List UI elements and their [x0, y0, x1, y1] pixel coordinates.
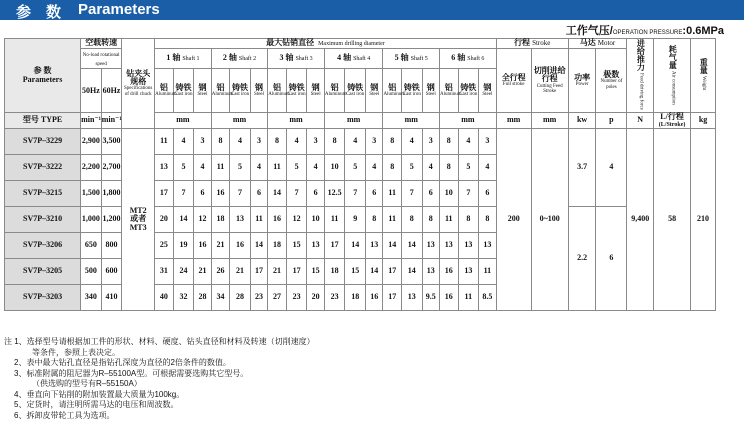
- header-cutting-stroke: 切削进给行程 Cutting Feed Stroke: [531, 49, 568, 113]
- unit-feed-force: N: [627, 113, 654, 129]
- diameter-cell: 18: [211, 207, 230, 233]
- speed-50hz: 2,200: [81, 155, 102, 181]
- diameter-cell: 20: [155, 207, 174, 233]
- diameter-cell: 4: [345, 129, 366, 155]
- diameter-cell: 28: [230, 285, 251, 311]
- speed-60hz: 800: [101, 233, 122, 259]
- header-material-aluminum: 铝 Aluminum: [324, 69, 345, 113]
- diameter-cell: 11: [155, 129, 174, 155]
- header-material-steel: 钢 Steel: [307, 69, 324, 113]
- unit-diameter: mm: [383, 113, 440, 129]
- speed-60hz: 1,800: [101, 181, 122, 207]
- header-material-steel: 钢 Steel: [194, 69, 211, 113]
- diameter-cell: 13: [155, 155, 174, 181]
- diameter-cell: 12: [286, 207, 307, 233]
- note-line: 3、标准附属的阻尼器为R–55100A型。可根据需要选购其它型号。: [14, 368, 249, 378]
- diameter-cell: 6: [250, 181, 267, 207]
- diameter-cell: 15: [345, 259, 366, 285]
- air-consumption-value: 58: [654, 129, 691, 311]
- diameter-cell: 11: [383, 181, 402, 207]
- diameter-cell: 13: [422, 259, 439, 285]
- power-value: 3.7: [568, 129, 596, 207]
- header-material-cast-iron: 铸铁 Cast iron: [286, 69, 307, 113]
- diameter-cell: 4: [286, 129, 307, 155]
- diameter-cell: 16: [365, 285, 382, 311]
- header-material-steel: 钢 Steel: [365, 69, 382, 113]
- diameter-cell: 14: [173, 207, 194, 233]
- header-60hz: 60Hz: [101, 69, 122, 113]
- diameter-cell: 28: [194, 285, 211, 311]
- unit-speed-50: min⁻¹: [81, 113, 102, 129]
- section-title-cn: 参 数: [16, 4, 62, 21]
- speed-50hz: 1,000: [81, 207, 102, 233]
- diameter-cell: 14: [268, 181, 287, 207]
- diameter-cell: 13: [230, 207, 251, 233]
- diameter-cell: 27: [268, 285, 287, 311]
- note-line: 6、拆卸皮带轮工具为选项。: [14, 410, 115, 420]
- poles-value: 6: [596, 207, 627, 311]
- diameter-cell: 23: [286, 285, 307, 311]
- unit-diameter: mm: [211, 113, 268, 129]
- diameter-cell: 8.5: [479, 285, 497, 311]
- diameter-cell: 7: [286, 181, 307, 207]
- diameter-cell: 11: [268, 155, 287, 181]
- diameter-cell: 8: [324, 129, 345, 155]
- unit-poles: p: [596, 113, 627, 129]
- diameter-cell: 21: [230, 259, 251, 285]
- speed-50hz: 500: [81, 259, 102, 285]
- header-material-aluminum: 铝 Aluminum: [383, 69, 402, 113]
- header-shaft-1: 1 轴 Shaft 1: [155, 49, 212, 69]
- diameter-cell: 8: [440, 155, 459, 181]
- diameter-cell: 21: [194, 259, 211, 285]
- diameter-cell: 21: [268, 259, 287, 285]
- note-line: 等条件，参照上表决定。: [32, 347, 120, 357]
- diameter-cell: 17: [324, 233, 345, 259]
- diameter-cell: 11: [383, 207, 402, 233]
- diameter-cell: 13: [422, 233, 439, 259]
- diameter-cell: 11: [324, 207, 345, 233]
- header-material-aluminum: 铝 Aluminum: [440, 69, 459, 113]
- header-air-consumption: 耗气量 Air consumption: [654, 39, 691, 113]
- diameter-cell: 17: [250, 259, 267, 285]
- diameter-cell: 14: [401, 233, 422, 259]
- header-material-cast-iron: 铸铁 Cast iron: [173, 69, 194, 113]
- diameter-cell: 4: [365, 155, 382, 181]
- header-stroke: 行程 Stroke: [496, 39, 568, 49]
- diameter-cell: 4: [479, 155, 497, 181]
- diameter-cell: 13: [365, 233, 382, 259]
- header-material-cast-iron: 铸铁 Cast iron: [401, 69, 422, 113]
- full-stroke-value: 200: [496, 129, 531, 311]
- speed-60hz: 1,200: [101, 207, 122, 233]
- header-material-steel: 钢 Steel: [479, 69, 497, 113]
- diameter-cell: 8: [401, 207, 422, 233]
- diameter-cell: 12.5: [324, 181, 345, 207]
- header-material-cast-iron: 铸铁 Cast iron: [458, 69, 479, 113]
- header-motor: 马达 Motor: [568, 39, 627, 49]
- speed-50hz: 650: [81, 233, 102, 259]
- diameter-cell: 15: [307, 259, 324, 285]
- diameter-cell: 16: [268, 207, 287, 233]
- diameter-cell: 3: [307, 129, 324, 155]
- diameter-cell: 16: [440, 285, 459, 311]
- weight-value: 210: [691, 129, 716, 311]
- diameter-cell: 13: [440, 233, 459, 259]
- diameter-cell: 24: [173, 259, 194, 285]
- chuck-spec: MT2 或者 MT3: [122, 129, 155, 311]
- speed-60hz: 410: [101, 285, 122, 311]
- model-name: SV7P–3215: [5, 181, 81, 207]
- section-title-en: Parameters: [78, 1, 160, 18]
- header-shaft-5: 5 轴 Shaft 5: [383, 49, 440, 69]
- diameter-cell: 5: [173, 155, 194, 181]
- diameter-cell: 5: [401, 155, 422, 181]
- diameter-cell: 6: [365, 181, 382, 207]
- header-material-aluminum: 铝 Aluminum: [155, 69, 174, 113]
- diameter-cell: 5: [345, 155, 366, 181]
- feed-force-value: 9,400: [627, 129, 654, 311]
- diameter-cell: 6: [479, 181, 497, 207]
- diameter-cell: 7: [230, 181, 251, 207]
- unit-speed-60: min⁻¹: [101, 113, 122, 129]
- diameter-cell: 12: [194, 207, 211, 233]
- diameter-cell: 10: [307, 207, 324, 233]
- header-material-cast-iron: 铸铁 Cast iron: [345, 69, 366, 113]
- diameter-cell: 9: [345, 207, 366, 233]
- diameter-cell: 11: [479, 259, 497, 285]
- header-speed: 空载转速: [81, 39, 122, 49]
- diameter-cell: 8: [268, 129, 287, 155]
- diameter-cell: 14: [250, 233, 267, 259]
- diameter-cell: 3: [365, 129, 382, 155]
- diameter-cell: 7: [458, 181, 479, 207]
- diameter-cell: 8: [211, 129, 230, 155]
- diameter-cell: 16: [440, 259, 459, 285]
- diameter-cell: 25: [155, 233, 174, 259]
- header-poles: 极数 Number of poles: [596, 49, 627, 113]
- diameter-cell: 9.5: [422, 285, 439, 311]
- diameter-cell: 7: [173, 181, 194, 207]
- unit-cutting-stroke: mm: [531, 113, 568, 129]
- diameter-cell: 15: [286, 233, 307, 259]
- header-feed-force: 进给推力 Feed driving force: [627, 39, 654, 113]
- diameter-cell: 11: [458, 285, 479, 311]
- diameter-cell: 23: [324, 285, 345, 311]
- diameter-cell: 8: [479, 207, 497, 233]
- header-50hz: 50Hz: [81, 69, 102, 113]
- model-name: SV7P–3229: [5, 129, 81, 155]
- diameter-cell: 32: [173, 285, 194, 311]
- note-line: 注 1、选择型号请根据加工件的形状、材料、硬度、钻头直径和材料及转速（切削速度）: [4, 337, 315, 346]
- diameter-cell: 17: [383, 285, 402, 311]
- header-shaft-3: 3 轴 Shaft 3: [268, 49, 325, 69]
- header-material-steel: 钢 Steel: [250, 69, 267, 113]
- cutting-stroke-value: 0~100: [531, 129, 568, 311]
- model-name: SV7P–3210: [5, 207, 81, 233]
- unit-diameter: mm: [155, 113, 212, 129]
- diameter-cell: 8: [383, 155, 402, 181]
- note-line: 4、垂直向下钻削的附加装置最大质量为100kg。: [14, 389, 185, 399]
- diameter-cell: 7: [401, 181, 422, 207]
- table-row: [5, 129, 716, 155]
- diameter-cell: 10: [324, 155, 345, 181]
- diameter-cell: 5: [458, 155, 479, 181]
- header-speed-en: No-load rotational speed: [81, 49, 122, 69]
- diameter-cell: 10: [440, 181, 459, 207]
- diameter-cell: 18: [324, 259, 345, 285]
- diameter-cell: 4: [307, 155, 324, 181]
- diameter-cell: 3: [194, 129, 211, 155]
- diameter-cell: 31: [155, 259, 174, 285]
- header-shaft-2: 2 轴 Shaft 2: [211, 49, 268, 69]
- speed-50hz: 2,900: [81, 129, 102, 155]
- table-row: [5, 207, 716, 233]
- header-material-aluminum: 铝 Aluminum: [268, 69, 287, 113]
- note-line: 2、表中最大钻孔直径是指钻孔深度为直径的2倍条件的数值。: [14, 358, 231, 367]
- diameter-cell: 3: [422, 129, 439, 155]
- diameter-cell: 3: [479, 129, 497, 155]
- header-shaft-4: 4 轴 Shaft 4: [324, 49, 383, 69]
- diameter-cell: 8: [440, 129, 459, 155]
- diameter-cell: 16: [194, 233, 211, 259]
- unit-power: kw: [568, 113, 596, 129]
- diameter-cell: 34: [211, 285, 230, 311]
- diameter-cell: 21: [211, 233, 230, 259]
- diameter-cell: 5: [286, 155, 307, 181]
- diameter-cell: 17: [286, 259, 307, 285]
- model-name: SV7P–3203: [5, 285, 81, 311]
- section-header-bar: [0, 0, 744, 20]
- speed-50hz: 340: [81, 285, 102, 311]
- diameter-cell: 23: [250, 285, 267, 311]
- unit-air: L/行程 (L/Stroke): [654, 113, 691, 129]
- diameter-cell: 20: [307, 285, 324, 311]
- unit-diameter: mm: [324, 113, 383, 129]
- speed-50hz: 1,500: [81, 181, 102, 207]
- unit-weight: kg: [691, 113, 716, 129]
- diameter-cell: 14: [383, 233, 402, 259]
- header-shaft-6: 6 轴 Shaft 6: [440, 49, 497, 69]
- diameter-cell: 3: [250, 129, 267, 155]
- diameter-cell: 11: [211, 155, 230, 181]
- diameter-cell: 6: [194, 181, 211, 207]
- diameter-cell: 18: [268, 233, 287, 259]
- unit-full-stroke: mm: [496, 113, 531, 129]
- diameter-cell: 7: [345, 181, 366, 207]
- diameter-cell: 8: [422, 207, 439, 233]
- unit-diameter: mm: [268, 113, 325, 129]
- diameter-cell: 19: [173, 233, 194, 259]
- diameter-cell: 17: [155, 181, 174, 207]
- diameter-cell: 17: [383, 259, 402, 285]
- diameter-cell: 8: [458, 207, 479, 233]
- speed-60hz: 3,500: [101, 129, 122, 155]
- poles-value: 4: [596, 129, 627, 207]
- diameter-cell: 18: [345, 285, 366, 311]
- header-material-steel: 钢 Steel: [422, 69, 439, 113]
- header-max-diameter: 最大钻销直径 Maximum drilling diameter: [155, 39, 497, 49]
- model-name: SV7P–3205: [5, 259, 81, 285]
- diameter-cell: 13: [401, 285, 422, 311]
- diameter-cell: 16: [211, 181, 230, 207]
- diameter-cell: 14: [401, 259, 422, 285]
- diameter-cell: 4: [458, 129, 479, 155]
- diameter-cell: 4: [250, 155, 267, 181]
- diameter-cell: 8: [383, 129, 402, 155]
- diameter-cell: 14: [345, 233, 366, 259]
- diameter-cell: 6: [307, 181, 324, 207]
- diameter-cell: 13: [458, 233, 479, 259]
- header-weight: 重量 Weight: [691, 39, 716, 113]
- power-value: 2.2: [568, 207, 596, 311]
- model-name: SV7P–3222: [5, 155, 81, 181]
- speed-60hz: 600: [101, 259, 122, 285]
- diameter-cell: 14: [365, 259, 382, 285]
- diameter-cell: 13: [307, 233, 324, 259]
- header-power: 功率 Power: [568, 49, 596, 113]
- note-line: 5、定货时，请注明所需马达的电压和周波数。: [14, 400, 179, 409]
- diameter-cell: 5: [230, 155, 251, 181]
- header-chuck: 钻夹头 规格 Specifications of drill chuck: [122, 39, 155, 129]
- operation-pressure: 工作气压/OPERATION PRESSURE:0.6MPa: [565, 25, 724, 37]
- diameter-cell: 4: [173, 129, 194, 155]
- model-name: SV7P–3206: [5, 233, 81, 259]
- unit-diameter: mm: [440, 113, 497, 129]
- diameter-cell: 13: [458, 259, 479, 285]
- header-parameters: 参 数 Parameters: [5, 39, 81, 113]
- diameter-cell: 11: [250, 207, 267, 233]
- diameter-cell: 40: [155, 285, 174, 311]
- diameter-cell: 4: [401, 129, 422, 155]
- diameter-cell: 13: [479, 233, 497, 259]
- diameter-cell: 6: [422, 181, 439, 207]
- parameters-table: [4, 38, 716, 311]
- diameter-cell: 4: [230, 129, 251, 155]
- diameter-cell: 8: [365, 207, 382, 233]
- header-full-stroke: 全行程 Full stroke: [496, 49, 531, 113]
- notes-block: [4, 337, 315, 421]
- diameter-cell: 16: [230, 233, 251, 259]
- diameter-cell: 4: [194, 155, 211, 181]
- note-line: （供选购的型号有R–55150A）: [32, 379, 142, 388]
- speed-60hz: 2,700: [101, 155, 122, 181]
- header-type: 型号 TYPE: [5, 113, 81, 129]
- header-material-cast-iron: 铸铁 Cast iron: [230, 69, 251, 113]
- header-material-aluminum: 铝 Aluminum: [211, 69, 230, 113]
- diameter-cell: 11: [440, 207, 459, 233]
- diameter-cell: 26: [211, 259, 230, 285]
- diameter-cell: 4: [422, 155, 439, 181]
